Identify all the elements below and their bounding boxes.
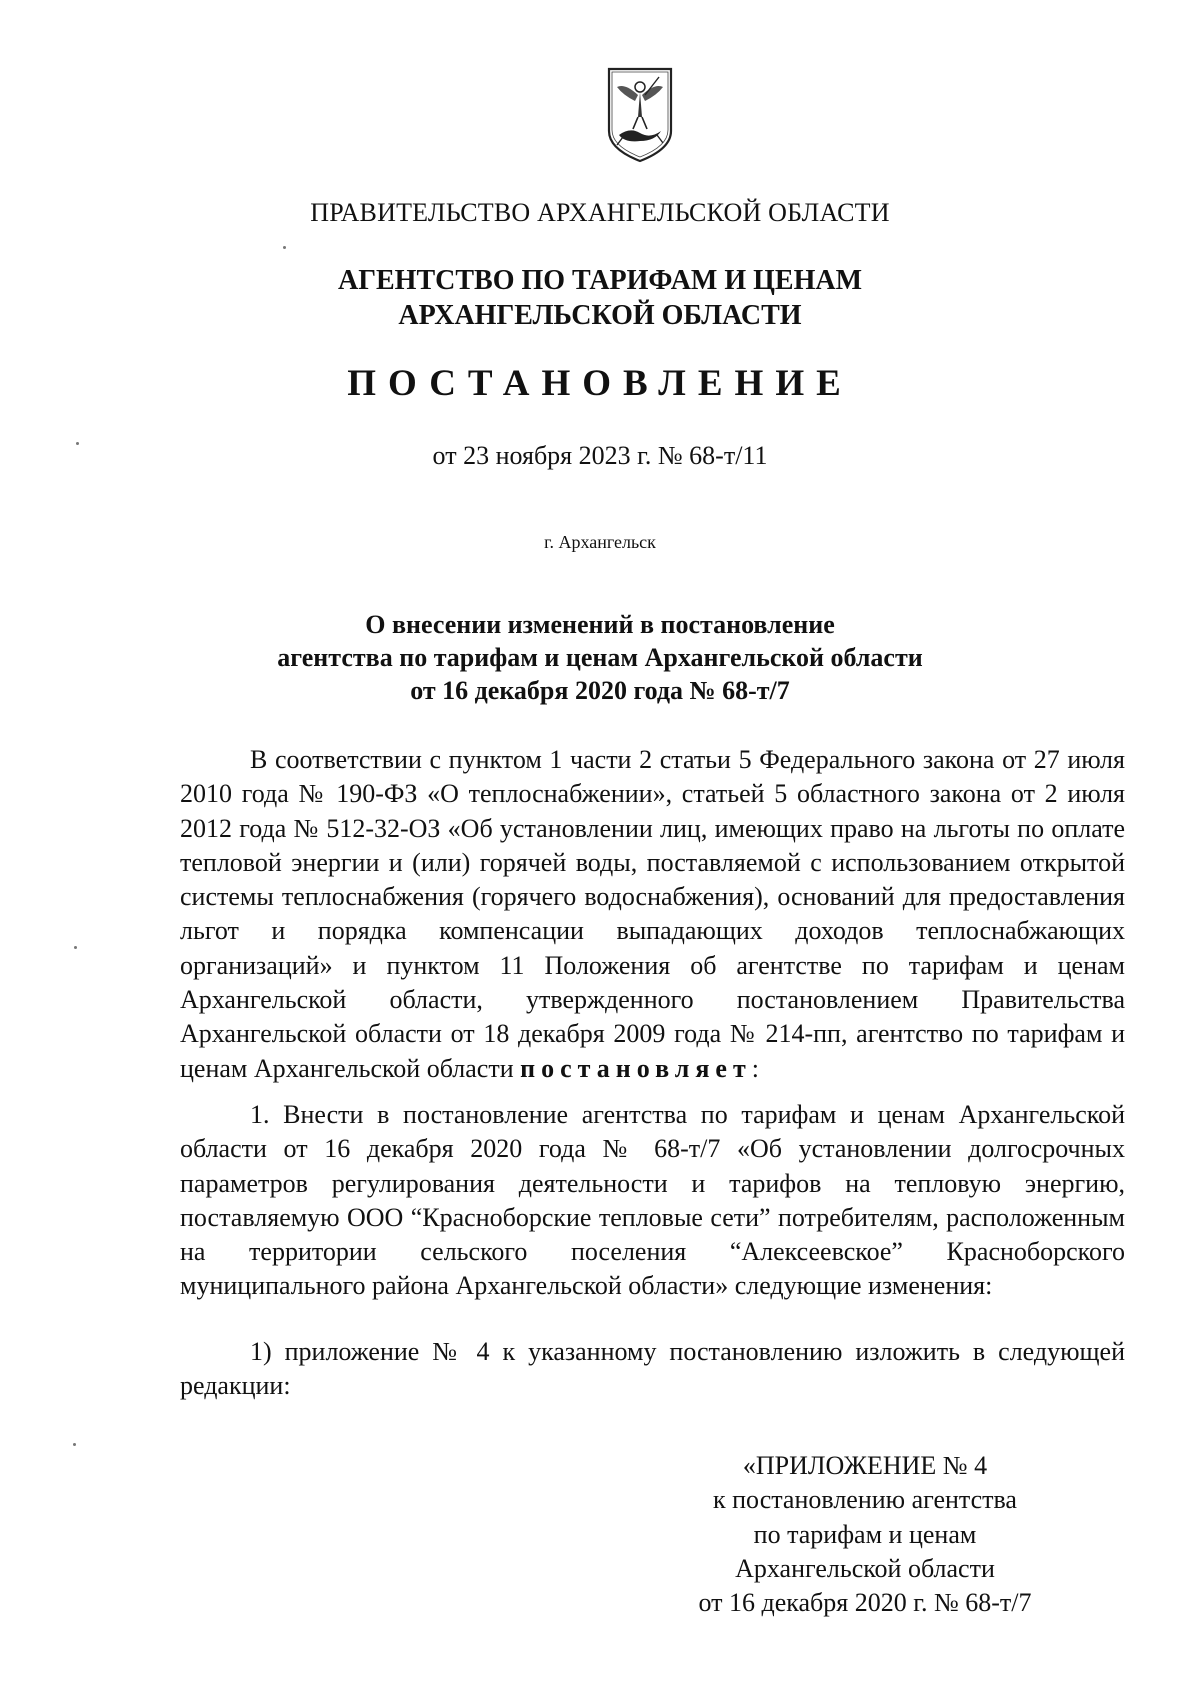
city-label: г. Архангельск: [544, 532, 656, 552]
decree-date-number: от 23 ноября 2023 г. № 68-т/11: [432, 441, 768, 470]
decides-colon: :: [751, 1053, 759, 1083]
subject-line3: от 16 декабря 2020 года № 68-т/7: [410, 676, 790, 705]
scan-speck: [76, 442, 79, 445]
item-1-1-text: 1) приложение № 4 к указанному постановлению изложить в следующей редакции:: [180, 1337, 1125, 1401]
appendix-line4: Архангельской области: [735, 1553, 995, 1583]
decides-word: постановляет: [520, 1053, 752, 1083]
appendix-line5: от 16 декабря 2020 г. № 68-т/7: [698, 1588, 1032, 1618]
preamble-text: В соответствии с пунктом 1 части 2 статьи 5 Федерального закона от 27 июля 2010 года № 190-ФЗ «О теплоснабжении», статьей 5 областного закона от 2 июля 2012 года № 512-32-ОЗ «Об установлении лиц, имеющих право на льготы по оплате тепловой энергии и (или) горячей воды, поставляемой с использованием открытой системы теплоснабжения (горячего водоснабжения), оснований для предоставления льгот и порядка компенсации выпадающих доходов теплоснабжающих организаций» и пунктом 11 Положения об агентстве по тарифам и ценам Архангельской области, утвержденного постановлением Правительства Архангельской области от 18 декабря 2009 года № 214-пп, агентство по тарифам и ценам Архангельской области: [180, 745, 1125, 1083]
document-type-title: ПОСТАНОВЛЕНИЕ: [347, 363, 853, 404]
government-title: ПРАВИТЕЛЬСТВО АРХАНГЕЛЬСКОЙ ОБЛАСТИ: [310, 198, 890, 227]
appendix-line3: по тарифам и ценам: [753, 1519, 977, 1549]
agency-title-line2: АРХАНГЕЛЬСКОЙ ОБЛАСТИ: [398, 300, 802, 331]
coat-of-arms-icon: [605, 65, 675, 165]
scan-speck: [283, 246, 286, 249]
item-1-text: 1. Внести в постановление агентства по тарифам и ценам Архангельской области от 16 декабря 2020 года № 68-т/7 «Об установлении долгосрочных параметров регулирования деятельности и тарифов на тепловую энергию, поставляемую ООО “Красноборские тепловые сети” потребителям, расположенным на территории сельского поселения “Алексеевское” Красноборского муниципального района Архангельской области» следующие изменения:: [180, 1100, 1125, 1301]
scan-speck: [74, 946, 77, 949]
preamble-paragraph: [180, 743, 1125, 1086]
appendix-line2: к постановлению агентства: [713, 1485, 1017, 1515]
item-1-1-paragraph: [180, 1335, 1125, 1404]
subject-line2: агентства по тарифам и ценам Архангельской области: [277, 643, 923, 672]
appendix-heading: [670, 1449, 1060, 1620]
item-1-paragraph: [180, 1098, 1125, 1304]
appendix-line1: «ПРИЛОЖЕНИЕ № 4: [742, 1451, 988, 1480]
subject-line1: О внесении изменений в постановление: [365, 610, 835, 639]
scan-speck: [73, 1443, 76, 1446]
agency-title-line1: АГЕНТСТВО ПО ТАРИФАМ И ЦЕНАМ: [337, 265, 863, 296]
